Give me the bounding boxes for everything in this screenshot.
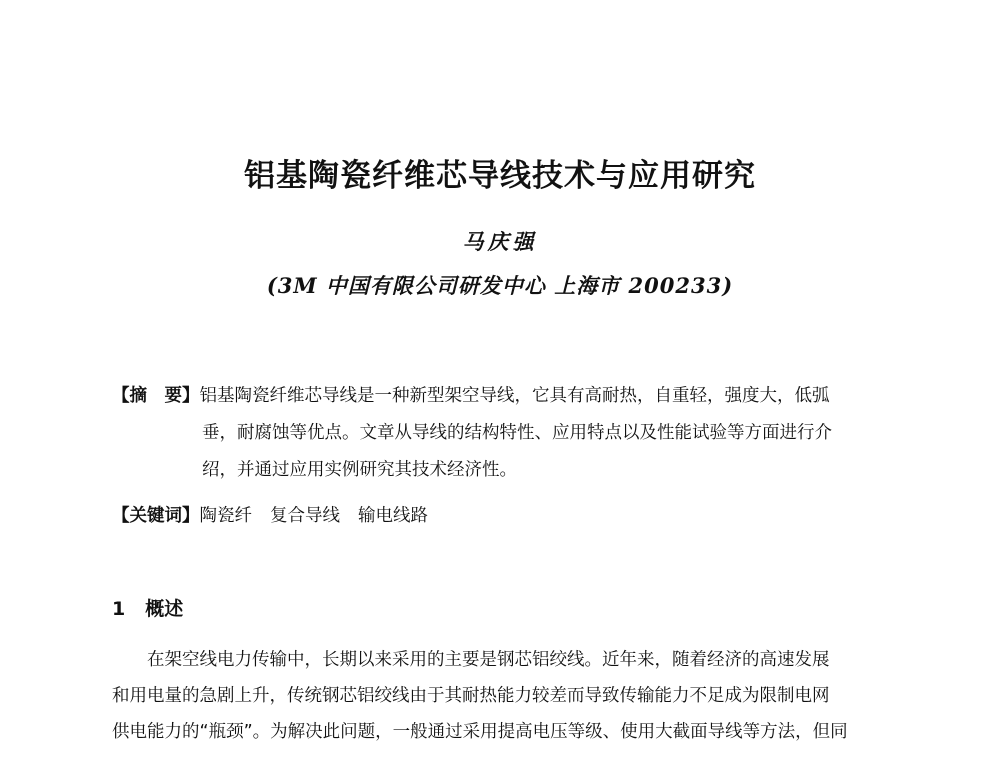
abstract-text: 铝基陶瓷纤维芯导线是一种新型架空导线，它具有高耐热，自重轻，强度大，低弧 — [199, 386, 830, 406]
abstract-line — [112, 415, 894, 452]
abstract-line — [112, 452, 894, 489]
section-title: 概述 — [145, 598, 184, 620]
section-body — [112, 642, 894, 750]
paragraph-line: 和用电量的急剧上升，传统钢芯铝绞线由于其耐热能力较差而导致传输能力不足成为限制电网 — [112, 686, 830, 706]
abstract-label: 【摘 要】 — [112, 386, 200, 406]
author-name: 马庆强 — [462, 229, 538, 254]
section-number: 1 — [112, 598, 126, 620]
abstract-text: 垂，耐腐蚀等优点。文章从导线的结构特性、应用特点以及性能试验等方面进行介 — [202, 423, 832, 443]
paper-title: 铝基陶瓷纤维芯导线技术与应用研究 — [244, 158, 756, 194]
abstract-block — [112, 378, 894, 489]
author-affiliation: (3M 中国有限公司研发中心 上海市 200233) — [266, 273, 734, 298]
paragraph-line: 在架空线电力传输中，长期以来采用的主要是钢芯铝绞线。近年来，随着经济的高速发展 — [147, 650, 830, 670]
keyword: 复合导线 — [270, 506, 340, 526]
abstract-text: 绍，并通过应用实例研究其技术经济性。 — [202, 460, 517, 480]
keyword: 陶瓷纤 — [199, 506, 252, 526]
keywords-label: 【关键词】 — [112, 506, 200, 526]
paragraph-line: 供电能力的“瓶颈”。为解决此问题，一般通过采用提高电压等级、使用大截面导线等方法，但同 — [112, 722, 848, 742]
keywords-block — [112, 500, 894, 532]
keyword: 输电线路 — [358, 506, 428, 526]
abstract-line — [112, 378, 894, 415]
section-heading — [112, 594, 183, 621]
